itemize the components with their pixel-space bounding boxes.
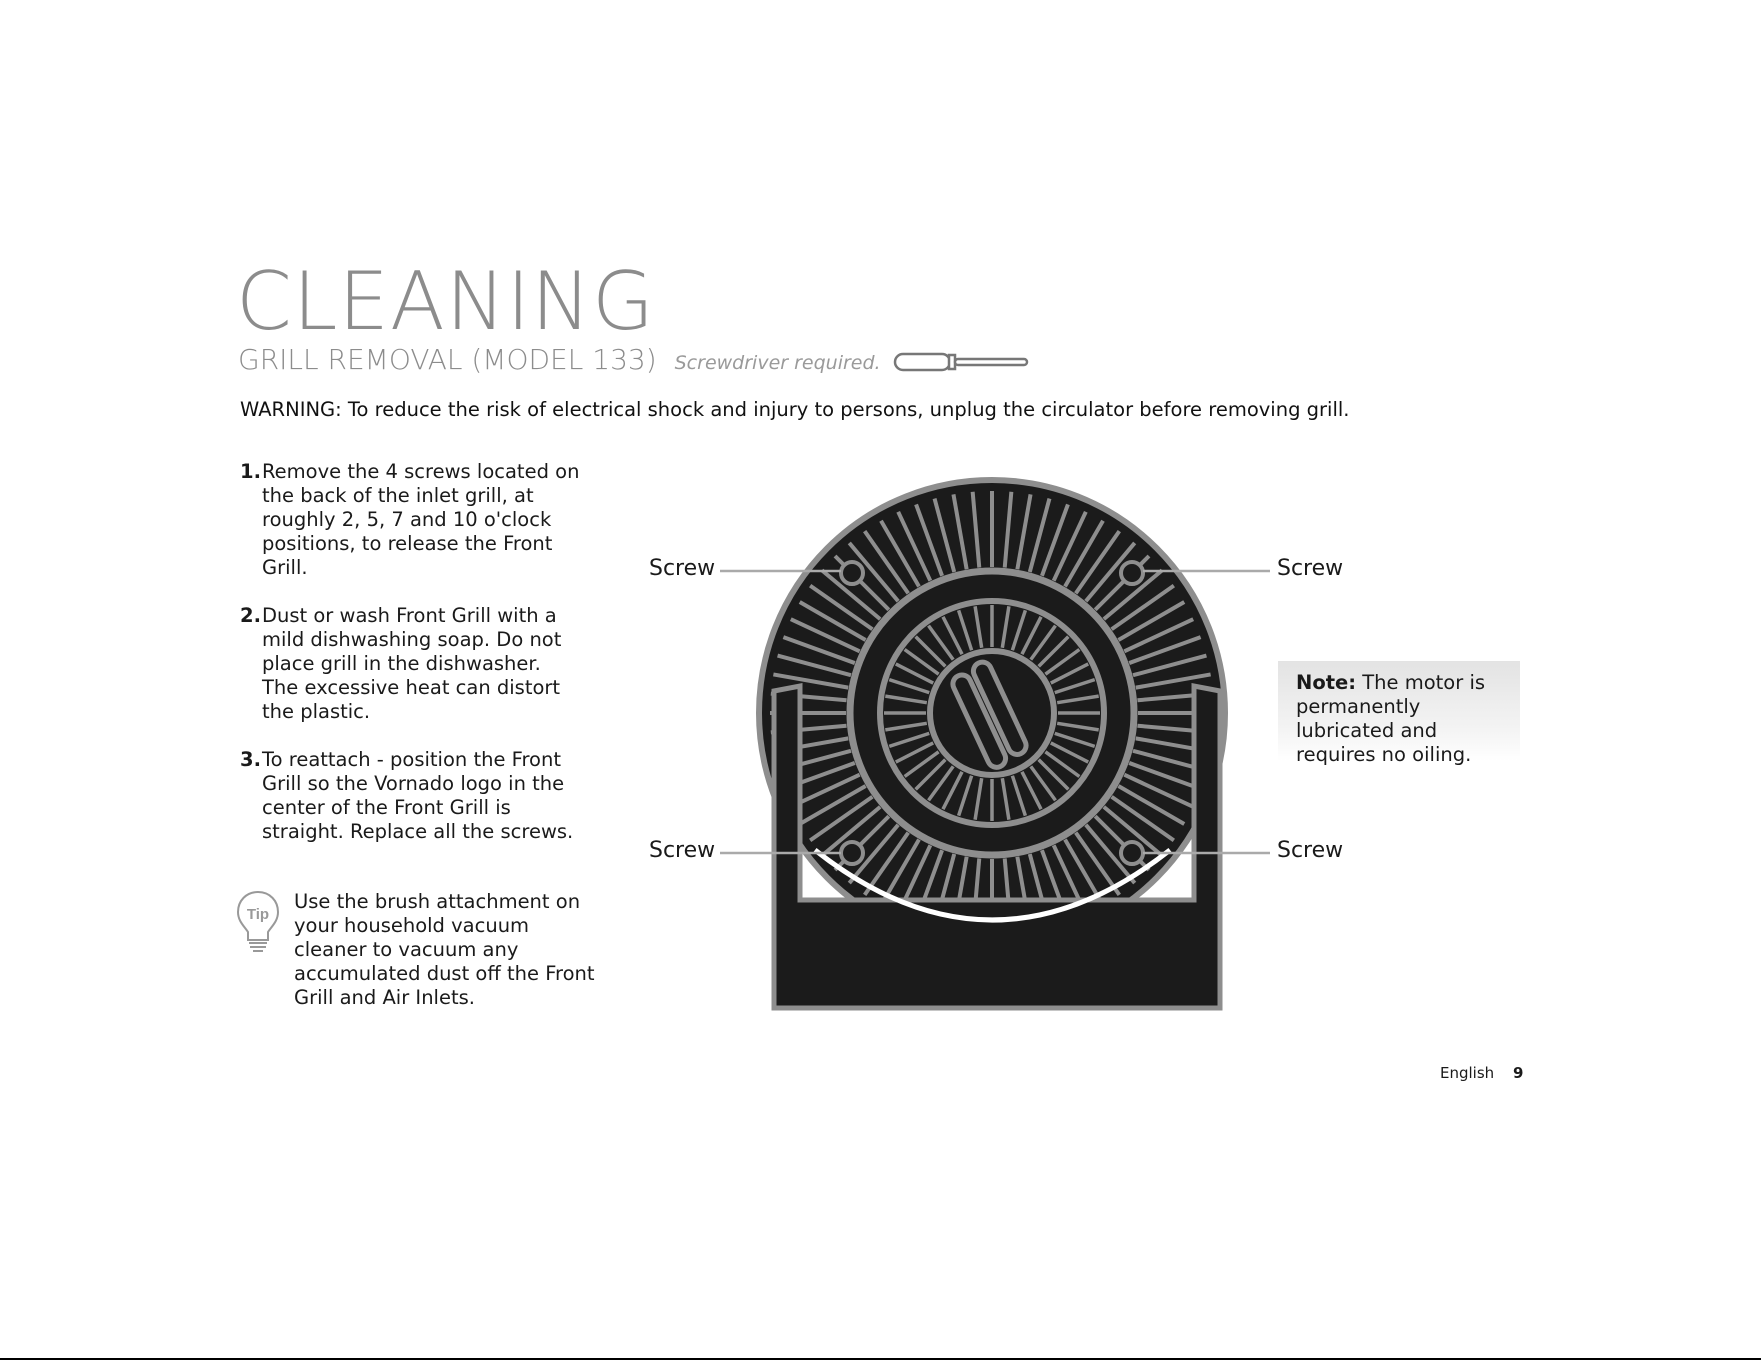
callout-screw-bottom-left: Screw xyxy=(649,838,716,863)
step-item xyxy=(240,604,580,724)
subtitle-row xyxy=(238,343,1031,376)
fan-grill-diagram xyxy=(640,470,1380,1020)
step-number: 2. xyxy=(240,604,261,627)
lightbulb-tip-icon xyxy=(234,890,282,954)
page-number: 9 xyxy=(1512,1064,1524,1082)
callout-screw-bottom-right: Screw xyxy=(1277,838,1344,863)
instruction-steps xyxy=(240,460,580,868)
note-label: Note: xyxy=(1296,671,1357,694)
screw-bottom-right xyxy=(1121,842,1143,864)
step-number: 3. xyxy=(240,748,261,771)
tip-text: Use the brush attachment on your household vacuum cleaner to vacuum any accumulated dust off the Front Grill and Air Inlets. xyxy=(294,890,595,1009)
bottom-rule xyxy=(0,1358,1761,1360)
screw-top-left xyxy=(841,562,863,584)
note-box xyxy=(1278,661,1520,766)
tip-icon-label: Tip xyxy=(246,906,270,923)
step-text: Remove the 4 screws located on the back of the inlet grill, at roughly 2, 5, 7 and 10 o'clock positions, to release the Front Grill. xyxy=(262,460,580,579)
screw-bottom-left xyxy=(841,842,863,864)
screwdriver-icon xyxy=(893,351,1031,373)
screw-top-right xyxy=(1121,562,1143,584)
step-item xyxy=(240,748,580,844)
step-text: Dust or wash Front Grill with a mild dishwashing soap. Do not place grill in the dishwasher. The excessive heat can distort the plastic. xyxy=(262,604,562,723)
page-title: CLEANING xyxy=(236,255,655,348)
callout-screw-top-right: Screw xyxy=(1277,556,1344,581)
page-footer xyxy=(1440,1064,1523,1082)
step-text: To reattach - position the Front Grill so the Vornado logo in the center of the Front Grill is straight. Replace all the screws. xyxy=(262,748,574,843)
step-number: 1. xyxy=(240,460,261,483)
warning-text: WARNING: To reduce the risk of electrical shock and injury to persons, unplug the circulator before removing grill. xyxy=(240,398,1350,421)
section-subtitle: GRILL REMOVAL (MODEL 133) xyxy=(238,343,657,376)
note-text: The motor is permanently lubricated and requires no oiling. xyxy=(1296,671,1486,766)
tip-box xyxy=(234,890,604,1010)
footer-language: English xyxy=(1440,1064,1495,1082)
callout-screw-top-left: Screw xyxy=(649,556,716,581)
step-item xyxy=(240,460,580,580)
tool-note: Screwdriver required. xyxy=(674,352,881,374)
